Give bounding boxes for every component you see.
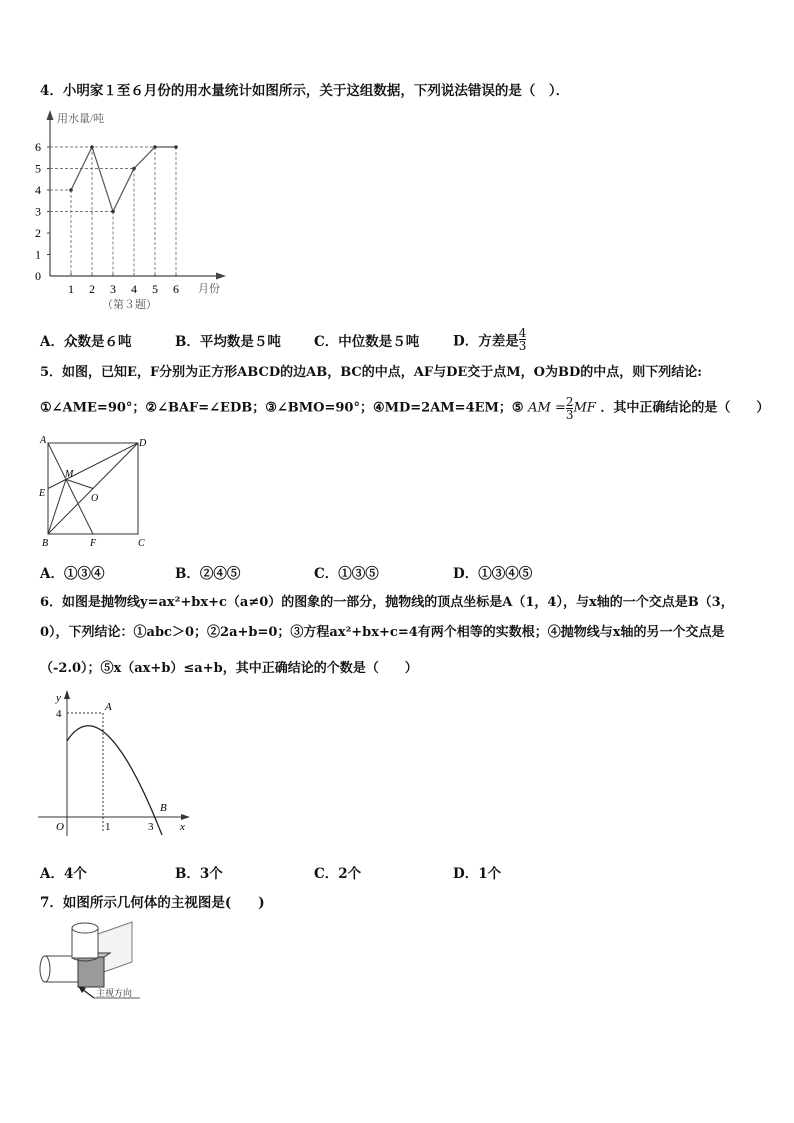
series-line — [71, 147, 176, 212]
label-e: E — [39, 488, 46, 499]
label-a: A — [105, 701, 112, 713]
option-a[interactable]: A．4个 — [40, 866, 87, 882]
label-m: M — [65, 469, 74, 480]
data-point — [90, 145, 94, 149]
x-tick-label: 1 — [68, 282, 74, 296]
x-tick-label: 2 — [89, 282, 95, 296]
x-tick-label: 5 — [152, 282, 158, 296]
x-tick-label: 4 — [131, 282, 137, 296]
q4-line-chart — [30, 108, 230, 323]
option-d[interactable]: D．①③④⑤ — [453, 566, 533, 582]
y-tick-label: 0 — [35, 269, 41, 283]
q5-cond5-right: MF — [573, 400, 596, 416]
x-axis-arrow — [216, 273, 226, 280]
option-d-prefix: D．方差是 — [453, 333, 519, 350]
q6-line-3: （-2.0）；⑤x（ax+b）≤a+b，其中正确结论的个数是（ ） — [40, 661, 418, 676]
label-c: C — [138, 538, 145, 549]
label-a: A — [40, 436, 47, 446]
data-point — [132, 167, 136, 171]
y-tick-label: 1 — [35, 247, 41, 262]
label-b: B — [42, 538, 49, 549]
y-tick-label: 6 — [35, 140, 41, 154]
horizontal-cylinder-end — [40, 956, 50, 982]
shaded-cube — [78, 957, 104, 987]
label-f: F — [90, 538, 97, 549]
segment-de — [48, 443, 138, 489]
label-x: x — [180, 821, 185, 833]
label-d: D — [139, 438, 147, 449]
q5-conditions — [40, 396, 769, 421]
y-axis-arrow — [64, 690, 70, 699]
fraction-numerator: 2 — [565, 395, 574, 409]
label-1: 1 — [105, 821, 111, 833]
x-axis-label: 月份 — [198, 283, 220, 295]
y-tick-label: 3 — [35, 204, 41, 219]
q6-line-2: 0），下列结论：①abc＞0；②2a+b=0；③方程ax²+bx+c=4有两个相等的实数根；④抛物线与x轴的另一个交点是 — [40, 625, 725, 640]
y-tick-label: 2 — [35, 226, 41, 240]
q5-tail: ．其中正确结论的是（ ） — [600, 400, 770, 416]
option-a[interactable]: A．①③④ — [40, 566, 105, 582]
y-axis-arrow — [47, 110, 54, 120]
q5-cond-text: ①∠AME=90°；②∠BAF=∠EDB；③∠BMO=90°；④MD=2AM=4EM；⑤ — [40, 400, 524, 416]
data-point — [153, 145, 157, 149]
option-c[interactable]: C．2个 — [314, 866, 362, 882]
label-4: 4 — [56, 708, 62, 720]
y-tick-label: 5 — [35, 161, 41, 176]
q4-stem: 4．小明家１至６月份的用水量统计如图所示，关于这组数据，下列说法错误的是（ ）． — [40, 83, 570, 99]
view-direction-label: 主视方向 — [96, 988, 133, 998]
x-axis-arrow — [181, 814, 190, 820]
option-b[interactable]: B．平均数是５吨 — [175, 334, 281, 350]
q5-square-diagram — [38, 436, 168, 551]
fraction-denominator: 3 — [565, 408, 574, 422]
y-tick-label: 4 — [35, 183, 41, 197]
label-b: B — [160, 802, 167, 814]
fraction-numerator: 4 — [518, 326, 527, 340]
label-y: y — [56, 692, 61, 704]
option-d[interactable] — [453, 327, 526, 352]
q5-cond5-left: AM = — [528, 400, 566, 416]
vertical-cylinder-top — [72, 923, 98, 933]
option-a[interactable]: A．众数是６吨 — [40, 334, 132, 350]
y-axis-label: 用水量/吨 — [57, 113, 105, 125]
parabola-curve — [67, 726, 162, 835]
option-b[interactable]: B．3个 — [175, 866, 223, 882]
q7-stem: 7．如图所示几何体的主视图是( ) — [40, 895, 265, 911]
option-c[interactable]: C．中位数是５吨 — [314, 334, 420, 350]
q6-line-1: 6．如图是抛物线y=ax²+bx+c（a≠0）的图象的一部分，抛物线的顶点坐标是A（1，4），与x轴的一个交点是B（3， — [40, 595, 734, 610]
segment-af — [48, 443, 93, 534]
data-point — [111, 210, 115, 214]
q7-solid-figure — [36, 918, 151, 1003]
x-tick-label: 3 — [110, 282, 116, 296]
option-d[interactable]: D．1个 — [453, 866, 502, 882]
label-3: 3 — [148, 821, 154, 833]
q5-stem: 5．如图，已知E，F分别为正方形ABCD的边AB，BC的中点，AF与DE交于点M，O为BD的中点，则下列结论: — [40, 365, 703, 380]
label-o: O — [56, 821, 64, 833]
fraction-denominator: 3 — [518, 339, 527, 353]
data-point — [69, 188, 73, 192]
option-b[interactable]: B．②④⑤ — [175, 566, 241, 582]
x-tick-label: 6 — [173, 282, 179, 296]
data-point — [174, 145, 178, 149]
chart-caption: （第３题） — [102, 299, 157, 311]
option-c[interactable]: C．①③⑤ — [314, 566, 379, 582]
variance-fraction — [519, 327, 527, 352]
q6-parabola-graph — [36, 690, 206, 840]
label-o: O — [91, 493, 99, 504]
